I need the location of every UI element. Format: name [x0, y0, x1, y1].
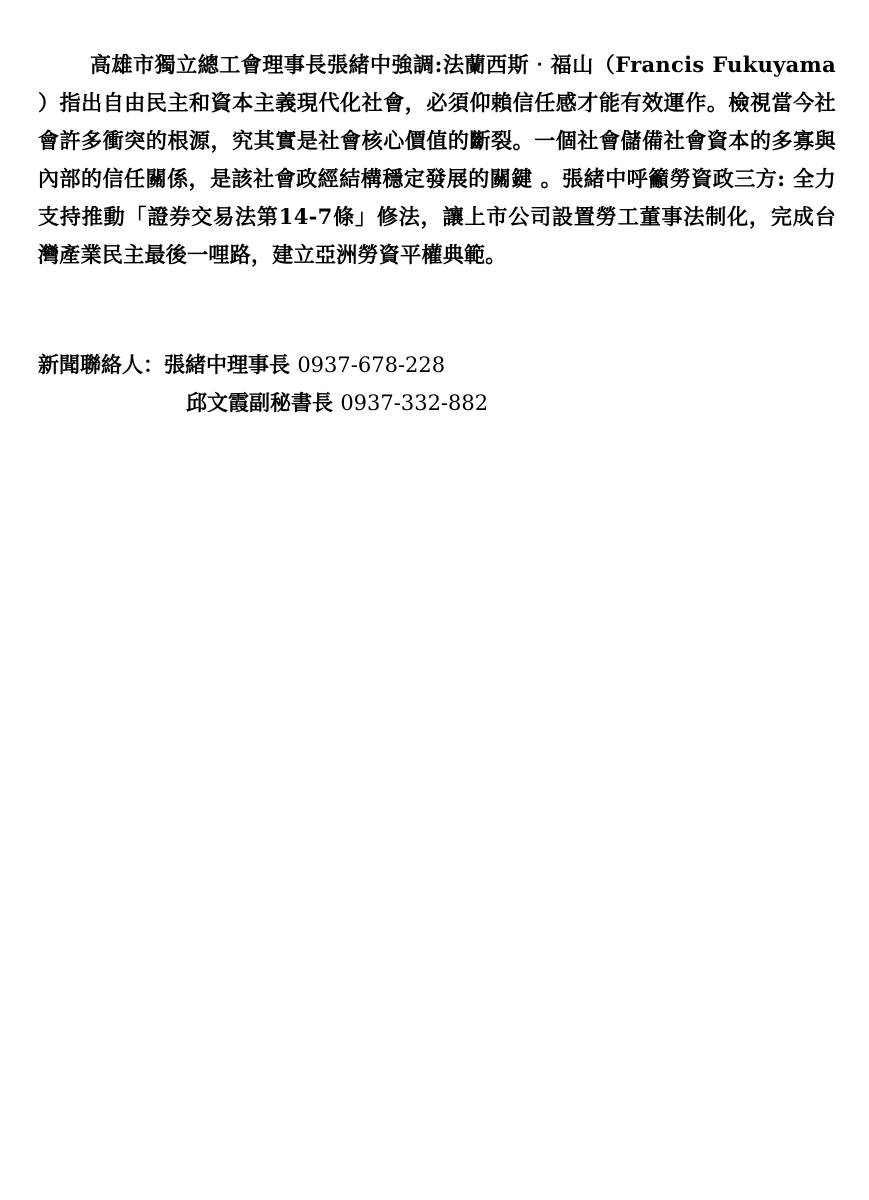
contact-block: [38, 346, 836, 422]
contact-person-1-name: 張緒中理事長: [164, 352, 290, 377]
contact-line-1: [38, 346, 836, 384]
contact-person-2-name: 邱文霞副秘書長: [186, 390, 333, 415]
contact-person-1-phone: 0937-678-228: [297, 353, 446, 377]
contact-label: 新聞聯絡人：: [38, 352, 164, 377]
contact-line-2: [38, 384, 836, 422]
body-paragraph: 高雄市獨立總工會理事長張緒中強調:法蘭西斯‧福山（Francis Fukuyama ）指出自由民主和資本主義現代化社會，必須仰賴信任感才能有效運作。檢視當今社會許多衝突的根源，究其實是社會核心價值的斷裂。一個社會儲備社會資本的多寡與內部的信任關係，是該社會政經結構穩定發展的關鍵 。張緒中呼籲勞資政三方: 全力支持推動「證券交易法第14-7條」修法，讓上市公司設置勞工董事法制化，完成台灣產業民主最後一哩路，建立亞洲勞資平權典範。: [38, 52, 836, 267]
contact-person-2-phone: 0937-332-882: [340, 391, 489, 415]
